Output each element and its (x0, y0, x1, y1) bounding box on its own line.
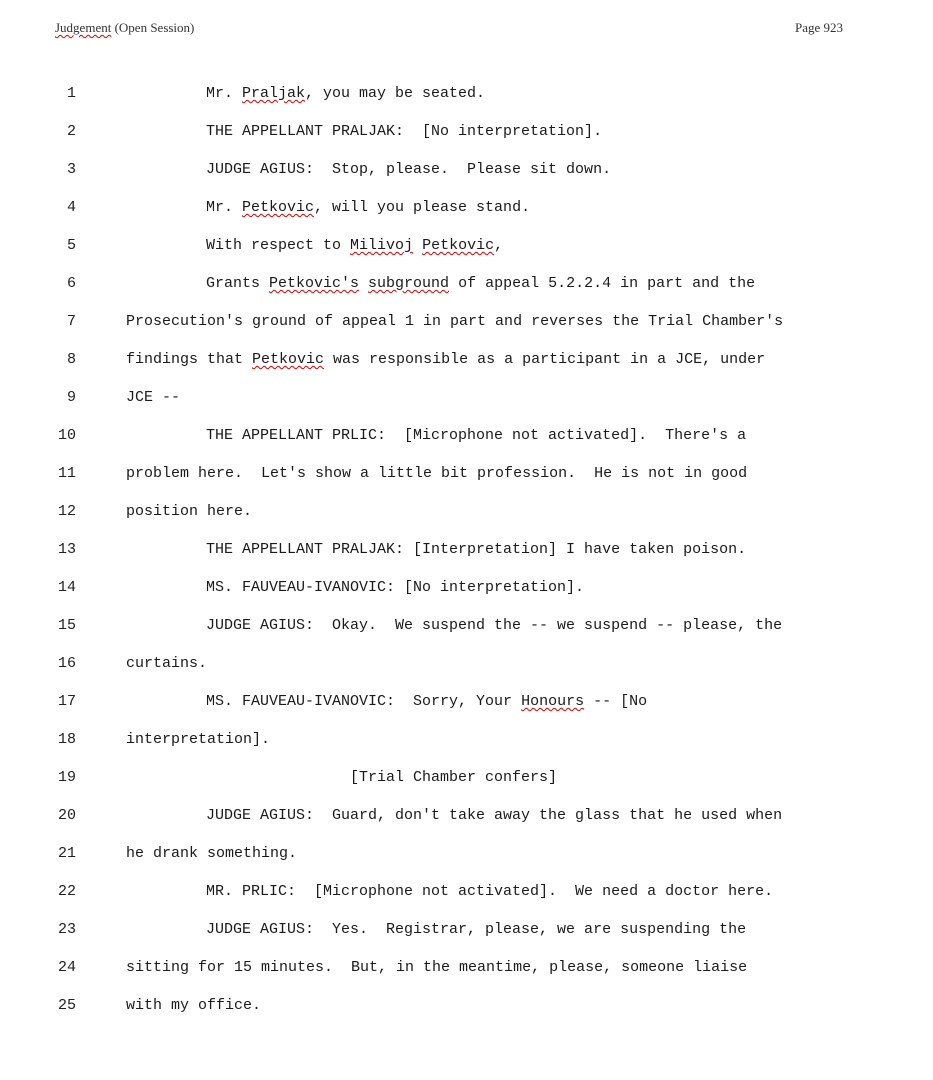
text-run: findings that (126, 351, 253, 368)
text-run: Mr. (206, 85, 243, 102)
text-run: THE APPELLANT PRALJAK: [Interpretation] I have taken poison. (206, 541, 747, 558)
line-number: 20 (57, 807, 76, 824)
line-number: 13 (57, 541, 76, 558)
line-text (126, 493, 252, 531)
line-text (206, 151, 611, 189)
line-text (206, 607, 782, 645)
line-number: 5 (66, 237, 76, 254)
text-run: Prosecution's ground of appeal 1 in part and reverses the Trial Chamber's (126, 313, 784, 330)
line-text (206, 531, 746, 569)
transcript-line (0, 455, 933, 493)
transcript-line (0, 911, 933, 949)
line-text (126, 303, 783, 341)
line-text (206, 569, 584, 607)
text-run: of appeal 5.2.2.4 in part and the (449, 275, 756, 292)
transcript-line (0, 75, 933, 113)
text-run: Grants (206, 275, 270, 292)
line-text (206, 113, 602, 151)
transcript-line (0, 721, 933, 759)
header-session-text: (Open Session) (111, 20, 195, 35)
transcript-body (0, 75, 933, 1025)
transcript-line (0, 493, 933, 531)
transcript-line (0, 607, 933, 645)
text-run: problem here. Let's show a little bit profession. He is not in good (126, 465, 748, 482)
misspelled-word: Petkovic (252, 351, 325, 368)
transcript-line (0, 835, 933, 873)
transcript-line (0, 759, 933, 797)
header-session-label (55, 20, 194, 36)
transcript-line (0, 189, 933, 227)
text-run: JUDGE AGIUS: Okay. We suspend the -- we suspend -- please, the (206, 617, 783, 634)
misspelled-word: Praljak (242, 85, 306, 102)
transcript-line (0, 645, 933, 683)
text-run (359, 275, 368, 292)
transcript-line (0, 151, 933, 189)
text-run: MS. FAUVEAU-IVANOVIC: Sorry, Your (206, 693, 522, 710)
line-text (350, 759, 557, 797)
text-run: JCE -- (126, 389, 181, 406)
misspelled-word: Petkovic (422, 237, 495, 254)
text-run: , will you please stand. (314, 199, 531, 216)
text-run: THE APPELLANT PRALJAK: [No interpretation]. (206, 123, 603, 140)
text-run: [Trial Chamber confers] (350, 769, 558, 786)
transcript-line (0, 113, 933, 151)
text-run: curtains. (126, 655, 208, 672)
line-number: 2 (66, 123, 76, 140)
page-header (55, 20, 843, 40)
transcript-line (0, 949, 933, 987)
text-run: THE APPELLANT PRLIC: [Microphone not activated]. There's a (206, 427, 747, 444)
line-text (206, 227, 503, 265)
line-text (206, 873, 773, 911)
text-run: With respect to (206, 237, 351, 254)
line-text (206, 797, 782, 835)
text-run: , (494, 237, 504, 254)
line-number: 7 (66, 313, 76, 330)
line-text (206, 265, 755, 303)
misspelled-word: Petkovic (242, 199, 315, 216)
line-number: 17 (57, 693, 76, 710)
text-run: MS. FAUVEAU-IVANOVIC: [No interpretation]. (206, 579, 585, 596)
text-run: position here. (126, 503, 253, 520)
line-number: 6 (66, 275, 76, 292)
text-run: was responsible as a participant in a JCE, under (324, 351, 766, 368)
transcript-line (0, 683, 933, 721)
line-text (206, 911, 746, 949)
text-run: JUDGE AGIUS: Yes. Registrar, please, we are suspending the (206, 921, 747, 938)
text-run: with my office. (126, 997, 262, 1014)
line-number: 18 (57, 731, 76, 748)
transcript-line (0, 303, 933, 341)
line-number: 12 (57, 503, 76, 520)
transcript-line (0, 341, 933, 379)
line-text (126, 987, 261, 1025)
text-run: MR. PRLIC: [Microphone not activated]. We need a doctor here. (206, 883, 774, 900)
line-text (126, 379, 180, 417)
text-run: Mr. (206, 199, 243, 216)
transcript-line (0, 987, 933, 1025)
misspelled-word: Petkovic's (269, 275, 360, 292)
page-number: Page 923 (794, 20, 843, 35)
misspelled-word: Honours (521, 693, 585, 710)
line-text (206, 417, 746, 455)
misspelled-word: subground (368, 275, 450, 292)
line-number: 25 (57, 997, 76, 1014)
transcript-line (0, 873, 933, 911)
line-number: 1 (66, 85, 76, 102)
line-number: 16 (57, 655, 76, 672)
transcript-line (0, 531, 933, 569)
line-number: 3 (66, 161, 76, 178)
text-run: interpretation]. (126, 731, 271, 748)
line-number: 21 (57, 845, 76, 862)
line-number: 14 (57, 579, 76, 596)
line-text (206, 189, 530, 227)
line-number: 23 (57, 921, 76, 938)
text-run: he drank something. (126, 845, 298, 862)
transcript-line (0, 265, 933, 303)
text-run: JUDGE AGIUS: Stop, please. Please sit down. (206, 161, 612, 178)
line-text (126, 341, 765, 379)
line-number: 4 (66, 199, 76, 216)
line-number: 24 (57, 959, 76, 976)
misspelled-word: Milivoj (350, 237, 414, 254)
header-judgement-word: Judgement (55, 20, 112, 35)
line-number: 8 (66, 351, 76, 368)
text-run: -- [No (584, 693, 648, 710)
text-run: JUDGE AGIUS: Guard, don't take away the glass that he used when (206, 807, 783, 824)
transcript-line (0, 417, 933, 455)
line-text (126, 949, 747, 987)
transcript-line (0, 797, 933, 835)
line-text (206, 683, 647, 721)
transcript-line (0, 227, 933, 265)
text-run: sitting for 15 minutes. But, in the meantime, please, someone liaise (126, 959, 748, 976)
line-text (126, 645, 207, 683)
text-run (413, 237, 422, 254)
line-number: 22 (57, 883, 76, 900)
transcript-line (0, 379, 933, 417)
line-text (206, 75, 485, 113)
line-text (126, 835, 297, 873)
line-number: 10 (57, 427, 76, 444)
line-number: 11 (57, 465, 76, 482)
line-text (126, 721, 270, 759)
line-text (126, 455, 747, 493)
line-number: 15 (57, 617, 76, 634)
text-run: , you may be seated. (305, 85, 486, 102)
line-number: 19 (57, 769, 76, 786)
line-number: 9 (66, 389, 76, 406)
transcript-line (0, 569, 933, 607)
